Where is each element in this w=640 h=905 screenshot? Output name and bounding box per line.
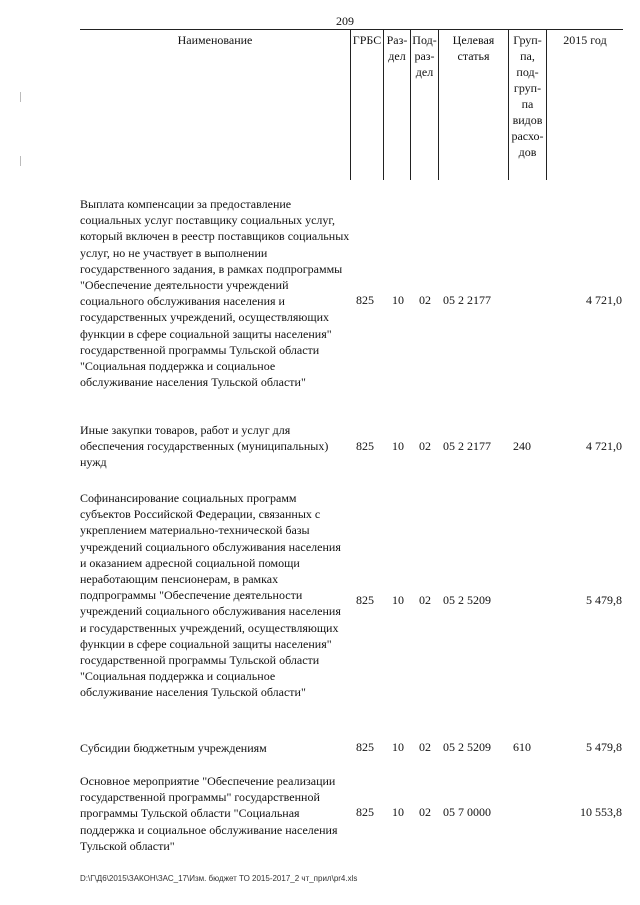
row-grbs: 825	[356, 740, 374, 754]
row-podrazdel: 02	[419, 740, 431, 754]
header-target-line: статья	[457, 49, 490, 63]
row-podrazdel: 02	[419, 439, 431, 453]
header-grbs	[350, 30, 383, 180]
header-podrazdel-line: раз-	[414, 49, 435, 63]
row-razdel: 10	[392, 805, 404, 819]
header-podrazdel-line: Под-	[412, 33, 437, 47]
header-razdel	[383, 30, 410, 180]
margin-mark	[20, 92, 21, 102]
header-target-line: Целевая	[452, 33, 495, 47]
row-podrazdel: 02	[419, 805, 431, 819]
header-name-label: Наименование	[177, 33, 253, 47]
row-grbs: 825	[356, 439, 374, 453]
header-group-line: расхо-	[511, 129, 544, 143]
row-target: 05 2 5209	[443, 593, 491, 607]
row-target: 05 2 2177	[443, 439, 491, 453]
header-podrazdel-line: дел	[415, 65, 434, 79]
row-amount: 4 721,0	[586, 439, 622, 453]
row-razdel: 10	[392, 740, 404, 754]
row-razdel: 10	[392, 439, 404, 453]
header-group	[508, 30, 546, 180]
row-name: Основное мероприятие "Обеспечение реализации государственной программы" государственной программы Тульской области "Социальная поддержка и социальное обслуживание населения Тульской области"	[80, 774, 338, 853]
header-group-line: дов	[518, 145, 537, 159]
header-podrazdel	[410, 30, 438, 180]
header-group-line: груп-	[513, 81, 542, 95]
header-group-line: Груп-	[513, 33, 542, 47]
row-target: 05 7 0000	[443, 805, 491, 819]
row-target: 05 2 2177	[443, 293, 491, 307]
header-group-line: видов	[512, 113, 543, 127]
header-razdel-line: дел	[388, 49, 406, 63]
row-name: Иные закупки товаров, работ и услуг для обеспечения государственных (муниципальных) нужд	[80, 423, 329, 470]
row-podrazdel: 02	[419, 593, 431, 607]
header-group-line: па,	[520, 49, 535, 63]
row-group: 610	[513, 740, 531, 754]
row-podrazdel: 02	[419, 293, 431, 307]
header-name	[80, 30, 350, 180]
header-year-label: 2015 год	[563, 33, 607, 47]
row-amount: 4 721,0	[586, 293, 622, 307]
row-name: Субсидии бюджетным учреждениям	[80, 741, 267, 755]
row-grbs: 825	[356, 293, 374, 307]
row-razdel: 10	[392, 593, 404, 607]
row-amount: 10 553,8	[580, 805, 622, 819]
header-razdel-line: Раз-	[386, 33, 408, 47]
row-group: 240	[513, 439, 531, 453]
header-grbs-label: ГРБС	[352, 33, 382, 47]
row-amount: 5 479,8	[586, 593, 622, 607]
row-grbs: 825	[356, 805, 374, 819]
file-path-footer: D:\Г\Д6\2015\ЗАКОН\ЗАС_17\Изм. бюджет ТО 2015-2017_2 чт_прил\pr4.xls	[80, 874, 358, 883]
row-name: Софинансирование социальных программ субъектов Российской Федерации, связанных с укреплением материально-технической базы учреждений социального обслуживания населения и оказанием адресной социальной помощи неработающим пенсионерам, в рамках подпрограммы "Обеспечение деятельности учреждений социального обслуживания населения и государственных учреждений, осуществляющих функции в сфере социальной защиты населения" государственной программы Тульской области "Социальная поддержка и социальное обслуживание населения Тульской области"	[80, 491, 341, 700]
page-number: 209	[336, 14, 354, 28]
header-group-line: па	[521, 97, 534, 111]
row-name: Выплата компенсации за предоставление социальных услуг поставщику социальных услуг, который включен в реестр поставщиков социальных услуг, но не участвует в выполнении государственного задания, в рамках подпрограммы "Обеспечение деятельности учреждений социального обслуживания населения и государственных учреждений, осуществляющих функции в сфере социальной защиты населения" государственной программы Тульской области "Социальная поддержка и социальное обслуживание населения Тульской области"	[80, 197, 350, 390]
header-target	[438, 30, 508, 180]
row-razdel: 10	[392, 293, 404, 307]
row-amount: 5 479,8	[586, 740, 622, 754]
row-target: 05 2 5209	[443, 740, 491, 754]
header-year	[546, 30, 623, 180]
row-grbs: 825	[356, 593, 374, 607]
table-header	[80, 29, 623, 180]
header-group-line: под-	[516, 65, 539, 79]
margin-mark	[20, 156, 21, 166]
